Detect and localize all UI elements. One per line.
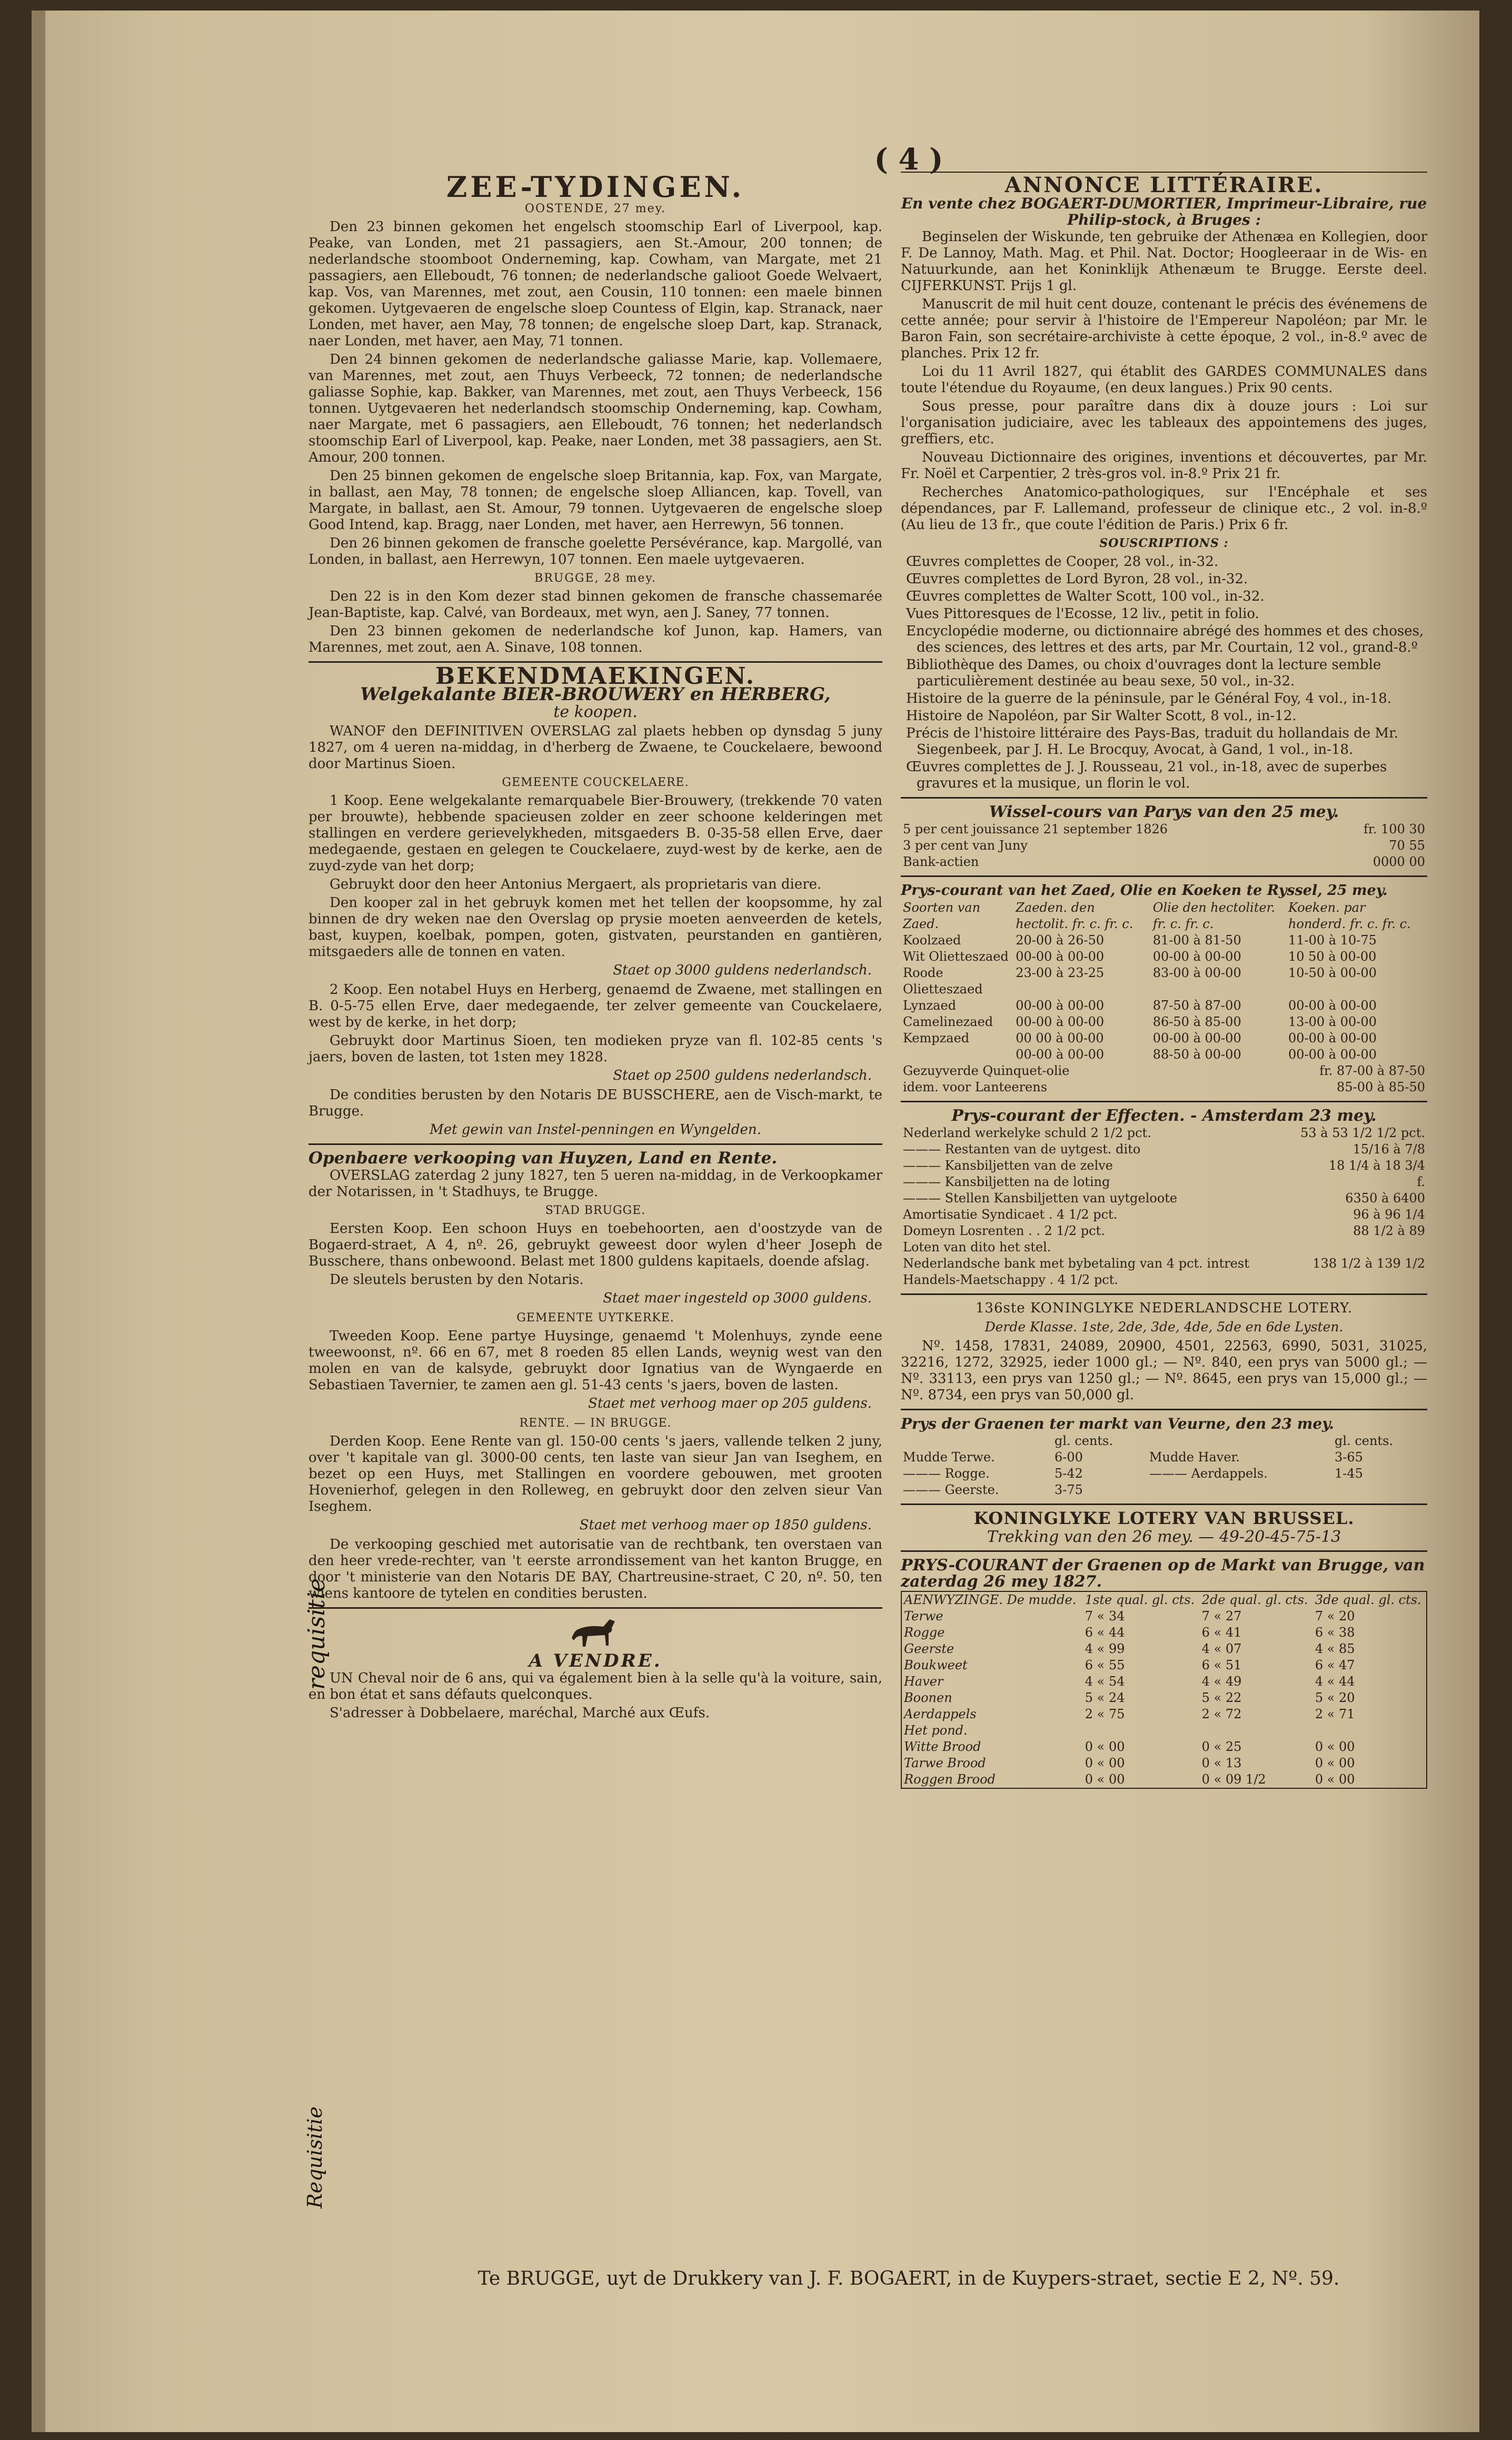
table-row — [901, 821, 1427, 838]
table-row — [901, 1158, 1427, 1174]
cell: idem. voor Lanteerens — [903, 1080, 1048, 1094]
cell — [1286, 1272, 1427, 1288]
table-header — [901, 900, 1427, 932]
cell — [901, 1047, 1013, 1063]
cell: ——— Restanten van de uytgest. dito — [903, 1142, 1141, 1157]
zee-para: Den 24 binnen gekomen de nederlandsche galiasse Marie, kap. Vollemaere, van Marennes, met zout, aen Thuys Verbeeck, 72 tonnen; de nederlandsche galiasse Sophie, kap. Bakker, van Marennes, met zout, aen Thuys Verbeeck, 156 tonnen. Uytgevaeren het nederlandsch stoomschip Onderneming, kap. Cowham, naer Margate, met 6 passagiers, aen Elleboudt, 76 tonnen; het nederlandsch stoomschip Earl of Liverpool, kap. Peake, naer Londen, met 38 passagiers, aen St. Amour, 200 tonnen. — [309, 352, 882, 465]
horse-icon — [566, 1614, 624, 1651]
table-row — [901, 1207, 1427, 1223]
cell: 4 « 44 — [1315, 1674, 1355, 1689]
header-cell: Zaeden. den hectolit. fr. c. fr. c. — [1016, 900, 1133, 931]
cell: 88 1/2 à 89 — [1353, 1223, 1425, 1238]
cell: 00-00 à 00-00 — [1016, 949, 1105, 964]
cell: 5 « 20 — [1315, 1690, 1355, 1705]
cell: 0 « 13 — [1201, 1756, 1242, 1770]
header-cell: gl. cents. — [1055, 1433, 1113, 1448]
cell: Gezuyverde Quinquet-olie — [903, 1063, 1070, 1078]
right-column — [901, 168, 1427, 1789]
cell: 00-00 à 00-00 — [1016, 1014, 1105, 1029]
souscription-item: Vues Pittoresques de l'Ecosse, 12 liv., petit in folio. — [906, 606, 1259, 622]
cell: Loten van dito het stel. — [903, 1240, 1051, 1254]
table-row — [901, 1608, 1427, 1625]
table-row — [901, 1239, 1427, 1256]
annonce-para: Sous presse, pour paraître dans dix à douze jours : Loi sur l'organisation judiciaire, avec les tableaux des appointemens des juges, greffiers, etc. — [901, 399, 1427, 447]
cell: Kempzaed — [903, 1031, 970, 1045]
cell: Boukweet — [904, 1658, 968, 1672]
cell: 0 « 00 — [1315, 1739, 1355, 1754]
header-cell: gl. cents. — [1335, 1433, 1394, 1448]
cell: 88-50 à 00-00 — [1152, 1047, 1241, 1062]
table-row — [901, 1771, 1427, 1788]
lotery-subtitle: Derde Klasse. 1ste, 2de, 3de, 4de, 5de en 6de Lysten. — [984, 1319, 1344, 1334]
cell: 15/16 à 7/8 — [1352, 1142, 1425, 1157]
lotery-title: 136ste KONINGLYKE NEDERLANDSCHE LOTERY. — [975, 1300, 1353, 1316]
openbaere-para: De verkooping geschied met autorisatie van de rechtbank, ten overstaen van den heer vrede-rechter, van 't eerste arrondissement van het kanton Brugge, en door 't ministerie van den Notaris DE BAY, Chartreusine-straet, C 20, nº. 50, ten wiens kantoore de tytelen en condities berusten. — [309, 1537, 882, 1601]
cell: 6-00 — [1055, 1450, 1083, 1465]
cell: 10-50 à 00-00 — [1288, 965, 1377, 980]
brussel-text: Trekking van den 26 mey. — 49-20-45-75-13 — [987, 1528, 1341, 1546]
table-row — [901, 1030, 1427, 1047]
cell: 0 « 00 — [1085, 1772, 1125, 1787]
table-row — [901, 1722, 1427, 1739]
cell: Mudde Terwe. — [903, 1450, 995, 1465]
zaed-table — [901, 900, 1427, 1063]
divider — [901, 1409, 1427, 1410]
header-cell — [1147, 1433, 1332, 1449]
cell: 0 « 00 — [1315, 1756, 1355, 1770]
annonce-subtitle: En vente chez BOGAERT-DUMORTIER, Imprimeur-Libraire, rue Philip-stock, à Bruges : — [901, 195, 1427, 228]
divider — [901, 1503, 1427, 1505]
divider — [901, 875, 1427, 877]
brugge-para: Den 22 is in den Kom dezer stad binnen gekomen de fransche chassemarée Jean-Baptiste, kap. Calvé, van Bordeaux, met wyn, aen J. Saney, 77 tonnen. — [309, 589, 882, 621]
souscription-item: Œuvres complettes de J. J. Rousseau, 21 vol., in-18, avec de superbes gravures et la musique, un florin le vol. — [906, 759, 1387, 791]
cell: Domeyn Losrenten . . 2 1/2 pct. — [903, 1223, 1105, 1238]
effecten-title: Prys-courant der Effecten. - Amsterdam 23 mey. — [951, 1107, 1377, 1125]
left-column — [309, 168, 882, 1724]
cell: 6 « 51 — [1201, 1658, 1242, 1672]
cell: 2 « 71 — [1315, 1707, 1355, 1721]
bekendmaekingen-intro: WANOF den DEFINITIVEN OVERSLAG zal plaets hebben op dynsdag 5 juny 1827, om 4 ueren na-middag, in d'herberg de Zwaene, te Couckelaere, bewoond door Martinus Sioen. — [309, 723, 882, 772]
table-row — [901, 1641, 1427, 1657]
cell: 7 « 34 — [1085, 1609, 1125, 1624]
table-row — [901, 1174, 1427, 1190]
zee-tydingen-title: ZEE-TYDINGEN. — [446, 170, 745, 204]
vendre-address: S'adresser à Dobbelaere, maréchal, Marché aux Œufs. — [330, 1705, 710, 1721]
souscriptions-title: SOUSCRIPTIONS : — [1099, 536, 1229, 550]
souscription-item: Histoire de la guerre de la péninsule, par le Général Foy, 4 vol., in-18. — [906, 691, 1392, 706]
cell: f. — [1417, 1174, 1425, 1189]
table-row — [901, 1256, 1427, 1272]
table-row — [901, 1657, 1427, 1674]
cell: 53 à 53 1/2 1/2 pct. — [1300, 1126, 1425, 1140]
cell: Roggen Brood — [904, 1772, 996, 1787]
openbaere-note: Staet maer ingesteld op 3000 guldens. — [603, 1290, 872, 1306]
cell: 10 50 à 00-00 — [1288, 949, 1377, 964]
table-row — [901, 1674, 1427, 1690]
divider — [901, 1550, 1427, 1552]
brussel-title: KONINGLYKE LOTERY VAN BRUSSEL. — [973, 1508, 1355, 1528]
cell: ——— Stellen Kansbiljetten van uytgeloote — [903, 1191, 1178, 1206]
brugge-para: Den 23 binnen gekomen de nederlandsche kof Junon, kap. Hamers, van Marennes, met zout, aen A. Sinave, 108 tonnen. — [309, 623, 882, 655]
cell: Het pond. — [904, 1723, 968, 1738]
cell: ——— Aerdappels. — [1149, 1466, 1268, 1481]
cell: 4 « 85 — [1315, 1641, 1355, 1656]
cell: 85-00 à 85-50 — [1337, 1080, 1425, 1094]
annonce-para: Recherches Anatomico-pathologiques, sur l'Encéphale et ses dépendances, par F. Lallemand, professeur de clinique etc., 2 vol. in-8.º (Au lieu de 13 fr., que coute l'édition de Paris.) Prix 6 fr. — [901, 484, 1427, 533]
koop-para: Den kooper zal in het gebruyk komen met het tellen der koopsomme, hy zal binnen de dry weken nae den Overslag op prysie moeten aenveerden de ketels, bast, kuypen, koelbak, pompen, goten, gistvaten, peurstanden en gantièren, mitsgaeders alle de tonnen en vaten. — [309, 895, 882, 960]
cell: 6 « 55 — [1085, 1658, 1125, 1672]
cell: Koolzaed — [903, 933, 961, 948]
cell: 83-00 à 00-00 — [1152, 965, 1241, 980]
veurne-title: Prys der Graenen ter markt van Veurne, den 23 mey. — [901, 1415, 1334, 1432]
cell: 00-00 à 00-00 — [1016, 1047, 1105, 1062]
header-cell: Koeken. par honderd. fr. c. fr. c. — [1288, 900, 1411, 931]
openbaere-para: Tweeden Koop. Eene partye Huysinge, genaemd 't Molenhuys, zynde eene tweewoonst, nº. 66 en 67, met 8 roeden 85 ellen Lands, weynig west van den molen en van de kalsyde, gebruykt door Ignatius van de Wyngaerde en Sebastiaen Tavernier, te zamen aen gl. 51-43 cents 's jaers, boven de lasten. — [309, 1328, 882, 1393]
cell: 3 per cent van Juny — [903, 838, 1028, 853]
table-row — [901, 1014, 1427, 1030]
souscription-item: Précis de l'histoire littéraire des Pays-Bas, traduit du hollandais de Mr. Siegenbeek, par J. H. Le Brocquy, Avocat, à Gand, 1 vol., in-18. — [906, 725, 1398, 758]
annonce-para: Beginselen der Wiskunde, ten gebruike der Athenæa en Kollegien, door F. De Lannoy, Math. Mag. et Phil. Nat. Doctor; Hoogleeraar in de Wis- en Natuurkunde, aan het Koninklijk Athenæum te Brugge. Eerste deel. CIJFERKUNST. Prijs 1 gl. — [901, 229, 1427, 294]
cell: 4 « 07 — [1201, 1641, 1242, 1656]
uytkerke-label: GEMEENTE UYTKERKE. — [516, 1311, 674, 1324]
cell: Terwe — [904, 1609, 943, 1624]
table-row — [901, 1063, 1427, 1079]
bekendmaekingen-subtitle: Welgekalante BIER-BROUWERY en HERBERG, — [360, 684, 831, 705]
souscription-item: Œuvres complettes de Lord Byron, 28 vol., in-32. — [906, 571, 1248, 587]
table-row — [901, 1690, 1427, 1706]
cell: 7 « 27 — [1201, 1609, 1242, 1624]
cell: 70 55 — [1389, 838, 1425, 853]
divider — [901, 1293, 1427, 1295]
cell: Amortisatie Syndicaet . 4 1/2 pct. — [903, 1207, 1118, 1222]
wissel-table — [901, 821, 1427, 870]
cell — [1083, 1722, 1200, 1739]
souscription-item: Œuvres complettes de Walter Scott, 100 vol., in-32. — [906, 589, 1265, 604]
zee-para: Den 26 binnen gekomen de fransche goelette Persévérance, kap. Margollé, van Londen, in ballast, aen Herrewyn, 107 tonnen. Een maele uytgevaeren. — [309, 535, 882, 567]
newspaper-page — [32, 11, 1479, 2432]
table-row — [901, 1223, 1427, 1239]
cell: Bank-actien — [903, 854, 979, 869]
cell: Aerdappels — [904, 1707, 977, 1721]
gewin-line: Met gewin van Instel-penningen en Wyngelden. — [430, 1122, 761, 1138]
annonce-title: ANNONCE LITTÉRAIRE. — [1004, 173, 1324, 197]
header-cell: 3de qual. gl. cts. — [1315, 1592, 1421, 1607]
cell: 0 « 00 — [1085, 1739, 1125, 1754]
cell: Handels-Maetschappy . 4 1/2 pct. — [903, 1272, 1119, 1287]
openbaere-intro: OVERSLAG zaterdag 2 juny 1827, ten 5 ueren na-middag, in de Verkoopkamer der Notarissen, in 't Stadhuys, te Brugge. — [309, 1168, 882, 1200]
table-row — [901, 1739, 1427, 1755]
openbaere-para: De sleutels berusten by den Notaris. — [330, 1272, 584, 1288]
cell: 0 « 00 — [1085, 1756, 1125, 1770]
table-header — [901, 1591, 1427, 1608]
vendre-text: UN Cheval noir de 6 ans, qui va également bien à la selle qu'à la voiture, sain, en bon état et sans défauts quelconques. — [309, 1670, 882, 1702]
printer-footer: Te BRUGGE, uyt de Drukkery van J. F. BOGAERT, in de Kuypers-straet, sectie E 2, Nº. 59. — [478, 2268, 1340, 2289]
openbaere-title: Openbaere verkooping van Huyzen, Land en Rente. — [309, 1149, 778, 1168]
cell: fr. 87-00 à 87-50 — [1319, 1063, 1425, 1078]
rente-label: RENTE. — IN BRUGGE. — [519, 1417, 672, 1430]
table-row — [901, 949, 1427, 965]
table-row — [901, 998, 1427, 1014]
cell — [1147, 1482, 1332, 1498]
page-number: ( 4 ) — [874, 142, 943, 177]
cell: 00-00 à 00-00 — [1288, 1047, 1377, 1062]
cell: 138 1/2 à 139 1/2 — [1312, 1256, 1425, 1271]
divider — [309, 1607, 882, 1609]
cell: 00-00 à 00-00 — [1288, 998, 1377, 1013]
stad-label: STAD BRUGGE. — [545, 1204, 646, 1217]
cell: 6 « 38 — [1315, 1625, 1355, 1640]
cell: 00-00 à 00-00 — [1288, 1031, 1377, 1045]
cell: Tarwe Brood — [904, 1756, 986, 1770]
cell: ——— Kansbiljetten van de zelve — [903, 1158, 1113, 1173]
cell: 87-50 à 87-00 — [1152, 998, 1241, 1013]
openbaere-note: Staet met verhoog maer op 1850 guldens. — [579, 1517, 872, 1533]
header-cell — [901, 1433, 1052, 1449]
cell: 23-00 à 23-25 — [1016, 965, 1105, 980]
cell: Haver — [904, 1674, 943, 1689]
gemeente-label: GEMEENTE COUCKELAERE. — [502, 776, 689, 789]
cell — [1332, 1482, 1427, 1498]
table-row — [901, 1755, 1427, 1771]
cell — [1313, 1722, 1427, 1739]
cell: 4 « 54 — [1085, 1674, 1125, 1689]
zee-dateline: OOSTENDE, 27 mey. — [524, 202, 667, 215]
table-row — [901, 1625, 1427, 1641]
table-row — [901, 1482, 1427, 1498]
brugge-prices-table — [901, 1591, 1427, 1789]
koop-para: 2 Koop. Een notabel Huys en Herberg, genaemd de Zwaene, met stallingen en B. 0-5-75 ellen Erve, daer medegaende, ter zelver gemeente van Couckelaere, west by de kerke, in het dorp; — [309, 982, 882, 1030]
cell: 5 per cent jouissance 21 september 1826 — [903, 822, 1168, 836]
divider — [901, 797, 1427, 799]
cell: Witte Brood — [904, 1739, 981, 1754]
koop-note: Staet op 2500 guldens nederlandsch. — [613, 1068, 872, 1083]
cell — [1200, 1722, 1313, 1739]
table-row — [901, 932, 1427, 949]
cell — [1286, 1239, 1427, 1256]
header-cell: AENWYZINGE. De mudde. — [904, 1592, 1077, 1607]
cell: 7 « 20 — [1315, 1609, 1355, 1624]
table-row — [901, 1466, 1427, 1482]
cell: 6 « 44 — [1085, 1625, 1125, 1640]
cell: Nederland werkelyke schuld 2 1/2 pct. — [903, 1126, 1151, 1140]
cell: 6 « 41 — [1201, 1625, 1242, 1640]
cell: 00 00 à 00-00 — [1016, 1031, 1104, 1045]
table-row — [901, 838, 1427, 854]
handwritten-annotation: requisitie — [303, 1578, 330, 1690]
effecten-table — [901, 1125, 1427, 1288]
handwritten-annotation-2: Requisitie — [303, 2106, 326, 2208]
brugge-prices-title: PRYS-COURANT der Graenen op de Markt van Brugge, van zaterdag 26 mey 1827. — [901, 1556, 1425, 1591]
cell: ——— Rogge. — [903, 1466, 990, 1481]
table-row — [901, 1141, 1427, 1158]
cell: 5 « 24 — [1085, 1690, 1125, 1705]
cell: 3-75 — [1055, 1482, 1083, 1497]
zee-para: Den 25 binnen gekomen de engelsche sloep Britannia, kap. Fox, van Margate, in ballast, aen May, 78 tonnen; de engelsche sloep Alliancen, kap. Tovell, van Margate, in ballast, aen St. Amour, 79 tonnen. Uytgevaeren de engelsche sloep Good Intend, kap. Bragg, naer Londen, met haver, aen Herrewyn, 56 tonnen. — [309, 468, 882, 533]
cell: 86-50 à 85-00 — [1152, 1014, 1241, 1029]
divider — [901, 1101, 1427, 1102]
veurne-table — [901, 1433, 1427, 1498]
brugge-dateline: BRUGGE, 28 mey. — [534, 572, 656, 585]
cell: Wit Olietteszaed — [903, 949, 1009, 964]
cell: 00-00 à 00-00 — [1016, 998, 1105, 1013]
openbaere-note: Staet met verhoog maer op 205 guldens. — [588, 1396, 872, 1411]
cell: 0 « 09 1/2 — [1201, 1772, 1266, 1787]
table-row — [901, 1706, 1427, 1722]
table-row — [901, 1449, 1427, 1466]
cell: 0 « 25 — [1201, 1739, 1242, 1754]
annonce-para: Manuscrit de mil huit cent douze, contenant le précis des événemens de cette année; pour servir à l'histoire de l'Empereur Napoléon; par Mr. le Baron Fain, son secrétaire-archiviste à cette époque, 2 vol., in-8.º avec de planches. Prix 12 fr. — [901, 296, 1427, 361]
condities-para: De condities berusten by den Notaris DE BUSSCHERE, aen de Visch-markt, te Brugge. — [309, 1087, 882, 1119]
table-row — [901, 1079, 1427, 1095]
table-row — [901, 1190, 1427, 1207]
cell: 6350 à 6400 — [1345, 1191, 1425, 1206]
souscription-item: Encyclopédie moderne, ou dictionnaire abrégé des hommes et des choses, des sciences, des lettres et des arts, par Mr. Courtain, 12 vol., grand-8.º — [906, 623, 1424, 655]
cell: Nederlandsche bank met bybetaling van 4 pct. intrest — [903, 1256, 1249, 1271]
annonce-para: Loi du 11 Avril 1827, qui établit des GARDES COMMUNALES dans toute l'étendue du Royaume, (en deux langues.) Prix 90 cents. — [901, 364, 1427, 396]
cell: 5 « 22 — [1201, 1690, 1242, 1705]
lotery-text: Nº. 1458, 17831, 24089, 20900, 4501, 22563, 6990, 5031, 31025, 32216, 1272, 32925, ieder 1000 gl.; — Nº. 840, een prys van 5000 gl.; — Nº. 33113, een prys van 1250 gl.; — Nº. 8645, een prys van 15,000 gl.; — Nº. 8734, een prys van 50,000 gl. — [901, 1338, 1427, 1403]
vendre-title: A VENDRE. — [529, 1650, 662, 1671]
table-row — [901, 1047, 1427, 1063]
cell: Geerste — [904, 1641, 954, 1656]
cell: 11-00 à 10-75 — [1288, 933, 1377, 948]
table-row — [901, 1272, 1427, 1288]
cell: 20-00 à 26-50 — [1016, 933, 1105, 948]
cell: Rogge — [904, 1625, 945, 1640]
cell: 13-00 à 00-00 — [1288, 1014, 1377, 1029]
cell: 96 à 96 1/4 — [1353, 1207, 1425, 1222]
openbaere-para: Derden Koop. Eene Rente van gl. 150-00 cents 's jaers, vallende telken 2 juny, over 't kapitale van gl. 3000-00 cents, ten laste van sieur Jan van Iseghem, en bezet op een Huys, met Stallingen en voordere gebouwen, met grooten Hovenierhof, gelegen in den Rolleweg, en gebruykt door den zelven sieur Van Iseghem. — [309, 1433, 882, 1515]
cell: 5-42 — [1055, 1466, 1083, 1481]
cell: Lynzaed — [903, 998, 957, 1013]
cell: 81-00 à 81-50 — [1152, 933, 1241, 948]
olie-table — [901, 1063, 1427, 1095]
annonce-para: Nouveau Dictionnaire des origines, inventions et découvertes, par Mr. Fr. Noël et Carpentier, 2 très-gros vol. in-8.º Prix 21 fr. — [901, 450, 1427, 482]
cell: Camelinezaed — [903, 1014, 993, 1029]
souscription-item: Bibliothèque des Dames, ou choix d'ouvrages dont la lecture semble particulièrement destinée au beau sexe, 50 vol., in-32. — [906, 657, 1381, 689]
cell: 0 « 00 — [1315, 1772, 1355, 1787]
cell: Mudde Haver. — [1149, 1450, 1240, 1465]
cell: ——— Geerste. — [903, 1482, 999, 1497]
zaed-title: Prys-courant van het Zaed, Olie en Koeken te Ryssel, 25 mey. — [901, 882, 1388, 899]
openbaere-para: Eersten Koop. Een schoon Huys en toebehoorten, aen d'oostzyde van de Bogaerd-straet, A 4, nº. 26, gebruykt geweest door wylen d'heer Joseph de Busschere, thans onbewoond. Belast met 1800 guldens kapitaels, doende afslag. — [309, 1221, 882, 1269]
header-cell: Olie den hectoliter. fr. c. fr. c. — [1152, 900, 1276, 931]
bekendmaekingen-title: BEKENDMAEKINGEN. — [435, 663, 756, 690]
divider — [309, 1143, 882, 1145]
cell: ——— Kansbiljetten na de loting — [903, 1174, 1110, 1189]
souscription-item: Histoire de Napoléon, par Sir Walter Scott, 8 vol., in-12. — [906, 708, 1297, 724]
cell: 4 « 49 — [1201, 1674, 1242, 1689]
cell: 18 1/4 à 18 3/4 — [1328, 1158, 1425, 1173]
table-row — [901, 854, 1427, 870]
zee-para: Den 23 binnen gekomen het engelsch stoomschip Earl of Liverpool, kap. Peake, van Londen, met 21 passagiers, aen St.-Amour, 200 tonnen; de nederlandsche stoomboot Onderneming, kap. Cowham, van Margate, met 21 passagiers, aen Elleboudt, 76 tonnen; de nederlandsche galioot Goede Welvaert, kap. Vos, van Marennes, met zout, aen Cousin, 110 tonnen: een maele binnen gekomen. Uytgevaeren de engelsche sloep Countess of Elgin, kap. Stranack, naer Londen, met haver, aen May, 78 tonnen; de engelsche sloep Dart, kap. Stranack, naer Londen, met haver, aen May, 71 tonnen. — [309, 219, 882, 349]
cell: 2 « 75 — [1085, 1707, 1125, 1721]
table-header — [901, 1433, 1427, 1449]
cell: fr. 100 30 — [1364, 822, 1425, 836]
header-cell: 1ste qual. gl. cts. — [1085, 1592, 1195, 1607]
cell: 3-65 — [1335, 1450, 1363, 1465]
table-row — [901, 1125, 1427, 1141]
table-row — [901, 965, 1427, 998]
wissel-title: Wissel-cours van Parys van den 25 mey. — [989, 803, 1339, 821]
cell: 1-45 — [1335, 1466, 1363, 1481]
bekendmaekingen-subtitle-2: te koopen. — [553, 703, 638, 721]
koop-para: Gebruykt door den heer Antonius Mergaert, als proprietaris van diere. — [330, 877, 822, 892]
cell: 4 « 99 — [1085, 1641, 1125, 1656]
souscription-item: Œuvres complettes de Cooper, 28 vol., in-32. — [906, 554, 1219, 570]
cell: Boonen — [904, 1690, 952, 1705]
koop-para: 1 Koop. Eene welgekalante remarquabele Bier-Brouwery, (trekkende 70 vaten per brouwte), hebbende spacieusen zolder en zeer schoone kelderingen met stallingen en verdere gerievelykheden, mitsgaeders B. 0-35-58 ellen Erve, daer medegaende, gestaen en gelegen te Couckelaere, zuyd-west by de kerke, aen de zuyd-zyde van het dorp; — [309, 793, 882, 874]
koop-para: Gebruykt door Martinus Sioen, ten modieken pryze van fl. 102-85 cents 's jaers, boven de lasten, tot 1sten mey 1828. — [309, 1033, 882, 1065]
cell: 6 « 47 — [1315, 1658, 1355, 1672]
koop-note: Staet op 3000 guldens nederlandsch. — [613, 962, 872, 978]
cell: 0000 00 — [1372, 854, 1425, 869]
header-cell: 2de qual. gl. cts. — [1201, 1592, 1308, 1607]
cell: Roode Olietteszaed — [903, 965, 983, 997]
header-cell: Soorten van Zaed. — [903, 900, 981, 931]
cell: 00-00 à 00-00 — [1152, 1031, 1241, 1045]
cell: 00-00 à 00-00 — [1152, 949, 1241, 964]
cell: 2 « 72 — [1201, 1707, 1242, 1721]
